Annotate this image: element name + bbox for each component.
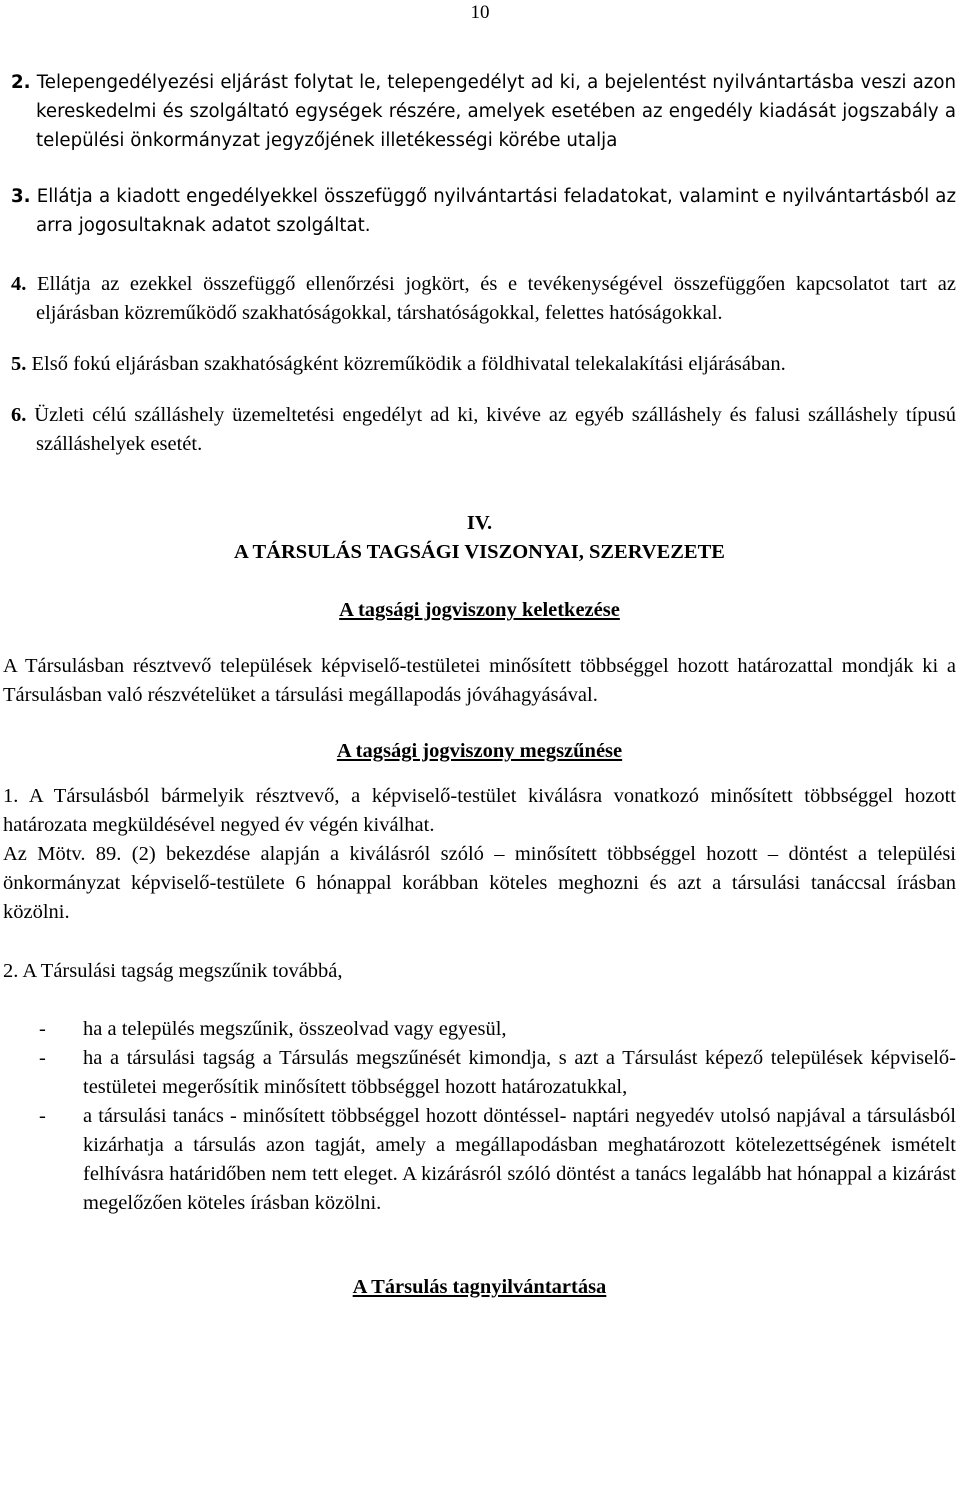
dash-item-text: ha a település megszűnik, összeolvad vagy egyesül, (83, 1018, 507, 1040)
list-item (3, 401, 956, 459)
list-item-number: 5. (11, 353, 27, 375)
dash-list-item (3, 1044, 956, 1102)
list-item-text: Ellátja az ezekkel összefüggő ellenőrzési jogkört, és e tevékenységével összefüggően kapcsolatot tart az eljárásban közreműködő szakhatóságokkal, társhatóságokkal, felettes hatóságokkal. (36, 273, 956, 324)
chapter-number: IV. (466, 512, 493, 534)
list-item (3, 68, 956, 155)
dash-item-text: a társulási tanács - minősített többséggel hozott döntéssel- naptári negyedév utolsó napjával a társulásból kizárhatja a társulás azon tagját, amely a megállapodásban meghatározott kötelezettségének ismételt felhívásra határidőben nem tett eleget. A kizárásról szóló döntést a tanács legalább hat hónappal a kizárást megelőzően köteles írásban közölni. (83, 1105, 956, 1214)
dash-bullet: - (39, 1105, 46, 1127)
section-heading: A tagsági jogviszony keletkezése (339, 599, 620, 621)
list-item-number: 6. (11, 404, 27, 426)
list-item (3, 182, 956, 240)
paragraph: Az Mötv. 89. (2) bekezdése alapján a kiválásról szóló – minősített többséggel hozott – döntést a települési önkormányzat képviselő-testülete 6 hónappal korábban köteles meghozni és azt a társulási tanáccsal írásban közölni. (3, 843, 956, 923)
document-body (3, 68, 956, 1302)
paragraph: 2. A Társulási tagság megszűnik továbbá, (3, 960, 343, 982)
dash-list-item (3, 1015, 956, 1044)
section-heading: A tagsági jogviszony megszűnése (336, 740, 623, 762)
dash-bullet: - (39, 1047, 46, 1069)
list-item-text: Ellátja a kiadott engedélyekkel összefüggő nyilvántartási feladatokat, valamint e nyilvántartásból az arra jogosultaknak adatot szolgáltat. (36, 186, 956, 236)
list-item-number: 4. (11, 273, 27, 295)
list-item-number: 2. (11, 72, 31, 93)
list-item-text: Első fokú eljárásban szakhatóságként közreműködik a földhivatal telekalakítási eljárásában. (31, 353, 786, 375)
page-number: 10 (470, 2, 490, 23)
list-item (3, 270, 956, 328)
list-item-text: Üzleti célú szálláshely üzemeltetési engedélyt ad ki, kivéve az egyéb szálláshely és falusi szálláshely típusú szálláshelyek esetét. (34, 404, 956, 455)
list-item-text: Telepengedélyezési eljárást folytat le, telepengedélyt ad ki, a bejelentést nyilvántartásba veszi azon kereskedelmi és szolgáltató egységek részére, amelyek esetében az engedély kiadását jogszabály a települési önkormányzat jegyzőjének illetékességi körébe utalja (36, 72, 956, 151)
paragraph: 1. A Társulásból bármelyik résztvevő, a képviselő-testület kiválásra vonatkozó minősített többséggel hozott határozata megküldésével negyed év végén kiválhat. (3, 785, 956, 836)
section-heading: A Társulás tagnyilvántartása (352, 1276, 607, 1298)
dash-item-text: ha a társulási tagság a Társulás megszűnését kimondja, s azt a Társulást képező települések képviselő-testületei megerősítik minősített többséggel hozott határozatukkal, (83, 1047, 956, 1098)
paragraph: A Társulásban résztvevő települések képviselő-testületei minősített többséggel hozott határozattal mondják ki a Társulásban való részvételüket a társulási megállapodás jóváhagyásával. (3, 655, 956, 706)
list-item (3, 350, 956, 379)
dash-bullet: - (39, 1018, 46, 1040)
chapter-title: A TÁRSULÁS TAGSÁGI VISZONYAI, SZERVEZETE (234, 541, 725, 563)
list-item-number: 3. (11, 186, 31, 207)
dash-list-item (3, 1102, 956, 1218)
